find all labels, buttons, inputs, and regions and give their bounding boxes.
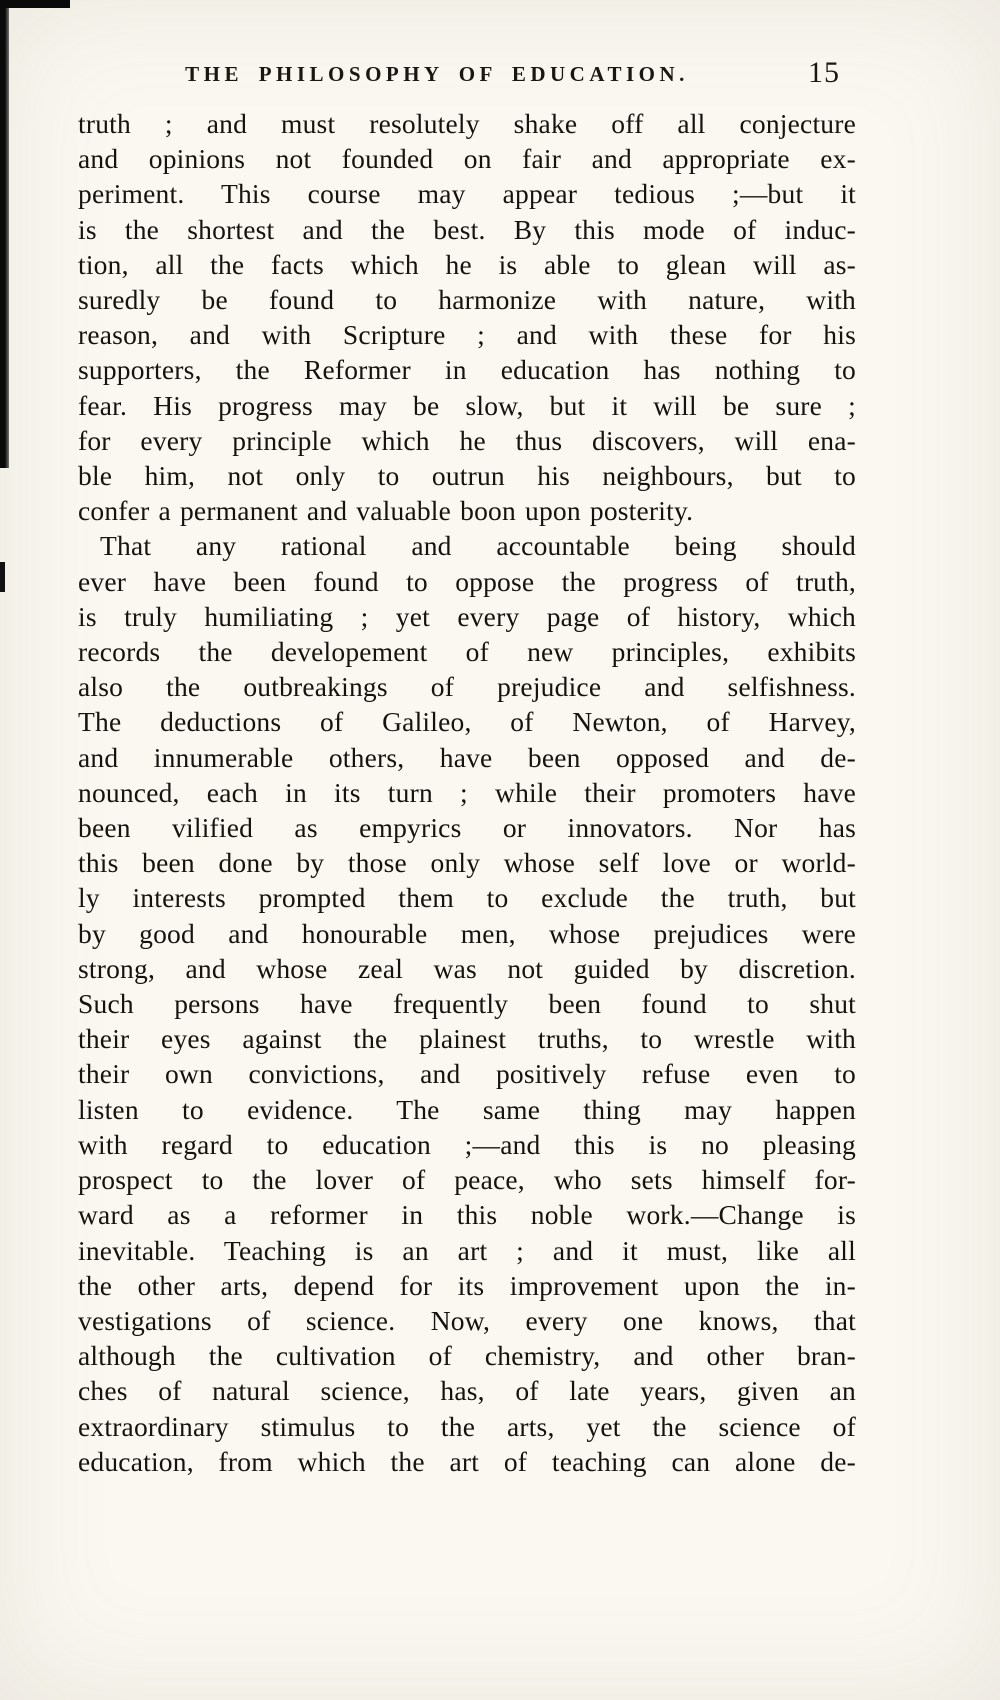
text-line: their eyes against the plainest truths, to wrestle with xyxy=(78,1023,856,1055)
scan-artifact-left-tick xyxy=(0,562,5,592)
text-line: listen to evidence. The same thing may happen xyxy=(78,1093,856,1125)
running-head xyxy=(78,56,856,92)
scan-artifact-top-edge xyxy=(0,0,70,8)
page-body xyxy=(78,106,856,1479)
text-line: ever have been found to oppose the progress of truth, xyxy=(78,565,856,597)
text-line: The deductions of Galileo, of Newton, of Harvey, xyxy=(78,706,856,738)
text-line: ly interests prompted them to exclude the truth, but xyxy=(78,882,856,914)
text-line: this been done by those only whose self love or world- xyxy=(78,847,856,879)
text-line: education, from which the art of teaching can alone de- xyxy=(78,1445,856,1477)
text-line: tion, all the facts which he is able to glean will as- xyxy=(78,248,856,280)
text-line: ches of natural science, has, of late years, given an xyxy=(78,1375,856,1407)
text-line: for every principle which he thus discovers, will ena- xyxy=(78,424,856,456)
text-line: That any rational and accountable being should xyxy=(100,530,856,562)
text-line: confer a permanent and valuable boon upon posterity. xyxy=(78,495,694,527)
text-line: reason, and with Scripture ; and with these for his xyxy=(78,319,856,351)
text-line: also the outbreakings of prejudice and selfishness. xyxy=(78,671,856,703)
scan-artifact-left-edge xyxy=(0,0,9,468)
text-line: strong, and whose zeal was not guided by discretion. xyxy=(78,952,856,984)
text-line: Such persons have frequently been found to shut xyxy=(78,988,856,1020)
text-line: inevitable. Teaching is an art ; and it must, like all xyxy=(78,1234,856,1266)
text-line: with regard to education ;—and this is no pleasing xyxy=(78,1128,856,1160)
text-line: extraordinary stimulus to the arts, yet the science of xyxy=(78,1410,856,1442)
text-line: truth ; and must resolutely shake off all conjecture xyxy=(78,108,856,139)
text-line: their own convictions, and positively refuse even to xyxy=(78,1058,856,1090)
text-line: the other arts, depend for its improvement upon the in- xyxy=(78,1269,856,1301)
text-line: by good and honourable men, whose prejudices were xyxy=(78,917,856,949)
text-line: vestigations of science. Now, every one knows, that xyxy=(78,1304,856,1336)
text-line: suredly be found to harmonize with nature, with xyxy=(78,284,856,316)
text-line: periment. This course may appear tedious ;—but it xyxy=(78,178,856,210)
text-line: records the developement of new principles, exhibits xyxy=(78,636,856,668)
text-line: although the cultivation of chemistry, and other bran- xyxy=(78,1340,856,1372)
text-line: and opinions not founded on fair and appropriate ex- xyxy=(78,143,856,175)
text-line: is the shortest and the best. By this mode of induc- xyxy=(78,213,856,245)
text-line: supporters, the Reformer in education has nothing to xyxy=(78,354,856,386)
text-line: is truly humiliating ; yet every page of history, which xyxy=(78,600,856,632)
page-title: THE PHILOSOPHY OF EDUCATION. xyxy=(185,62,689,86)
text-line: and innumerable others, have been opposed and de- xyxy=(78,741,856,773)
text-line: been vilified as empyrics or innovators. Nor has xyxy=(78,812,856,844)
text-line: ble him, not only to outrun his neighbours, but to xyxy=(78,460,856,492)
text-line: ward as a reformer in this noble work.—Change is xyxy=(78,1199,856,1231)
text-line: fear. His progress may be slow, but it will be sure ; xyxy=(78,389,856,421)
text-line: nounced, each in its turn ; while their promoters have xyxy=(78,776,856,808)
text-line: prospect to the lover of peace, who sets himself for- xyxy=(78,1164,856,1196)
page-number: 15 xyxy=(808,56,840,89)
